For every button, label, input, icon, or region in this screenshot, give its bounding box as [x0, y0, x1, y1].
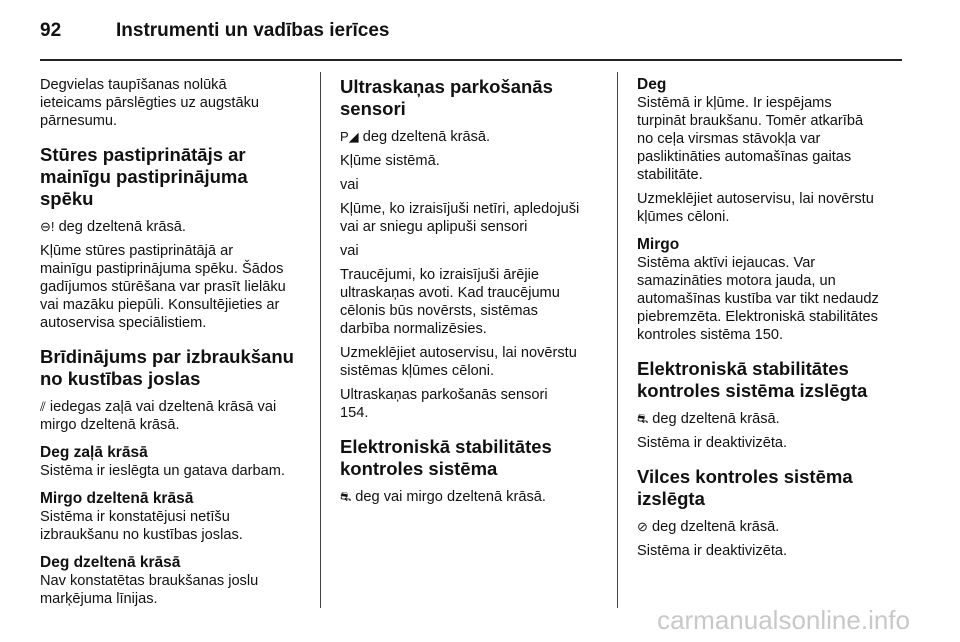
- indicator-text: deg dzeltenā krāsā.: [54, 219, 186, 235]
- paragraph: Kļūme, ko izraisījuši netīri, apledojuši vai ar sniegu aplipuši sensori: [340, 201, 580, 235]
- steering-warning-icon: ⊖!: [40, 219, 55, 234]
- indicator-line: [637, 410, 899, 428]
- indicator-line: [637, 518, 899, 536]
- paragraph: Nav konstatētas braukšanas joslu marķējuma līnijas.: [40, 573, 259, 607]
- indicator-text: iedegas zaļā vai dzeltenā krāsā vai mirgo dzeltenā krāsā.: [40, 399, 277, 433]
- column-divider: [617, 72, 618, 608]
- indicator-text: deg vai mirgo dzeltenā krāsā.: [351, 489, 546, 505]
- paragraph: Sistēmā ir kļūme. Ir iespējams turpināt braukšanu. Tomēr atkarībā no ceļa virsmas stāvokļa var pasliktināties automašīnas gaitas stabilitāte.: [637, 95, 864, 183]
- subheading: Deg dzeltenā krāsā: [40, 554, 181, 571]
- section-heading: Brīdinājums par izbraukšanu no kustības joslas: [40, 346, 294, 389]
- paragraph: vai: [340, 177, 359, 193]
- page-title: Instrumenti un vadības ierīces: [116, 20, 390, 41]
- header-rule: [40, 59, 902, 61]
- esc-off-icon: ⛐: [637, 411, 649, 426]
- paragraph: Sistēma ir deaktivizēta.: [637, 435, 788, 451]
- paragraph: Uzmeklējiet autoservisu, lai novērstu kļūmes cēloni.: [637, 191, 874, 225]
- subheading: Mirgo: [637, 236, 680, 253]
- indicator-line: [340, 488, 602, 506]
- section-heading: Elektroniskā stabilitātes kontroles sistēma: [340, 436, 552, 479]
- watermark: carmanualsonline.info: [657, 605, 910, 635]
- section-heading: Ultraskaņas parkošanās sensori: [340, 76, 553, 119]
- section-heading: Stūres pastiprinātājs ar mainīgu pastiprinājuma spēku: [40, 144, 248, 209]
- indicator-line: [40, 218, 302, 236]
- paragraph: Kļūme stūres pastiprinātājā ar mainīgu pastiprinājuma spēku. Šādos gadījumos stūrēšana var prasīt lielāku vai mazāku piepūli. Konsultējieties ar autoservisa speciālistiem.: [40, 243, 286, 331]
- column-1: [40, 76, 302, 614]
- section-heading: Elektroniskā stabilitātes kontroles sistēma izslēgta: [637, 358, 868, 401]
- paragraph: Traucējumi, ko izraisījuši ārējie ultraskaņas avoti. Kad traucējumu cēlonis būs novērsts, sistēmas darbība normalizēsies.: [340, 267, 560, 337]
- paragraph: Sistēma ir ieslēgta un gatava darbam.: [40, 463, 285, 479]
- subheading: Mirgo dzeltenā krāsā: [40, 490, 194, 507]
- paragraph: vai: [340, 243, 359, 259]
- paragraph: Sistēma aktīvi iejaucas. Var samazināties motora jauda, un automašīnas kustība var tikt nedaudz piebremzēta. Elektroniskā stabilitātes kontroles sistēma 150.: [637, 255, 879, 343]
- subheading: Deg: [637, 76, 667, 93]
- intro-text: Degvielas taupīšanas nolūkā ieteicams pārslēgties uz augstāku pārnesumu.: [40, 77, 260, 129]
- indicator-text: deg dzeltenā krāsā.: [647, 519, 780, 535]
- indicator-text: deg dzeltenā krāsā.: [648, 411, 780, 427]
- paragraph: Sistēma ir konstatējusi netīšu izbraukšanu no kustības joslas.: [40, 509, 243, 543]
- paragraph: Uzmeklējiet autoservisu, lai novērstu sistēmas kļūmes cēloni.: [340, 345, 577, 379]
- esc-icon: ⛐: [340, 489, 352, 504]
- paragraph: Kļūme sistēmā.: [340, 153, 440, 169]
- section-heading: Vilces kontroles sistēma izslēgta: [637, 466, 853, 509]
- cross-reference[interactable]: Ultraskaņas parkošanās sensori 154.: [340, 387, 548, 421]
- page-number: 92: [40, 20, 62, 41]
- indicator-text: deg dzeltenā krāsā.: [358, 129, 491, 145]
- lane-departure-icon: ⫽: [40, 399, 46, 414]
- paragraph: Sistēma ir deaktivizēta.: [637, 543, 788, 559]
- column-divider: [320, 72, 321, 608]
- traction-control-off-icon: ⊘: [637, 519, 648, 534]
- column-3: [637, 76, 899, 566]
- subheading: Deg zaļā krāsā: [40, 444, 148, 461]
- parking-sensor-icon: P◢: [340, 129, 359, 144]
- indicator-line: [340, 128, 602, 146]
- indicator-line: [40, 398, 302, 434]
- column-2: [340, 76, 602, 512]
- page-header: [40, 20, 389, 50]
